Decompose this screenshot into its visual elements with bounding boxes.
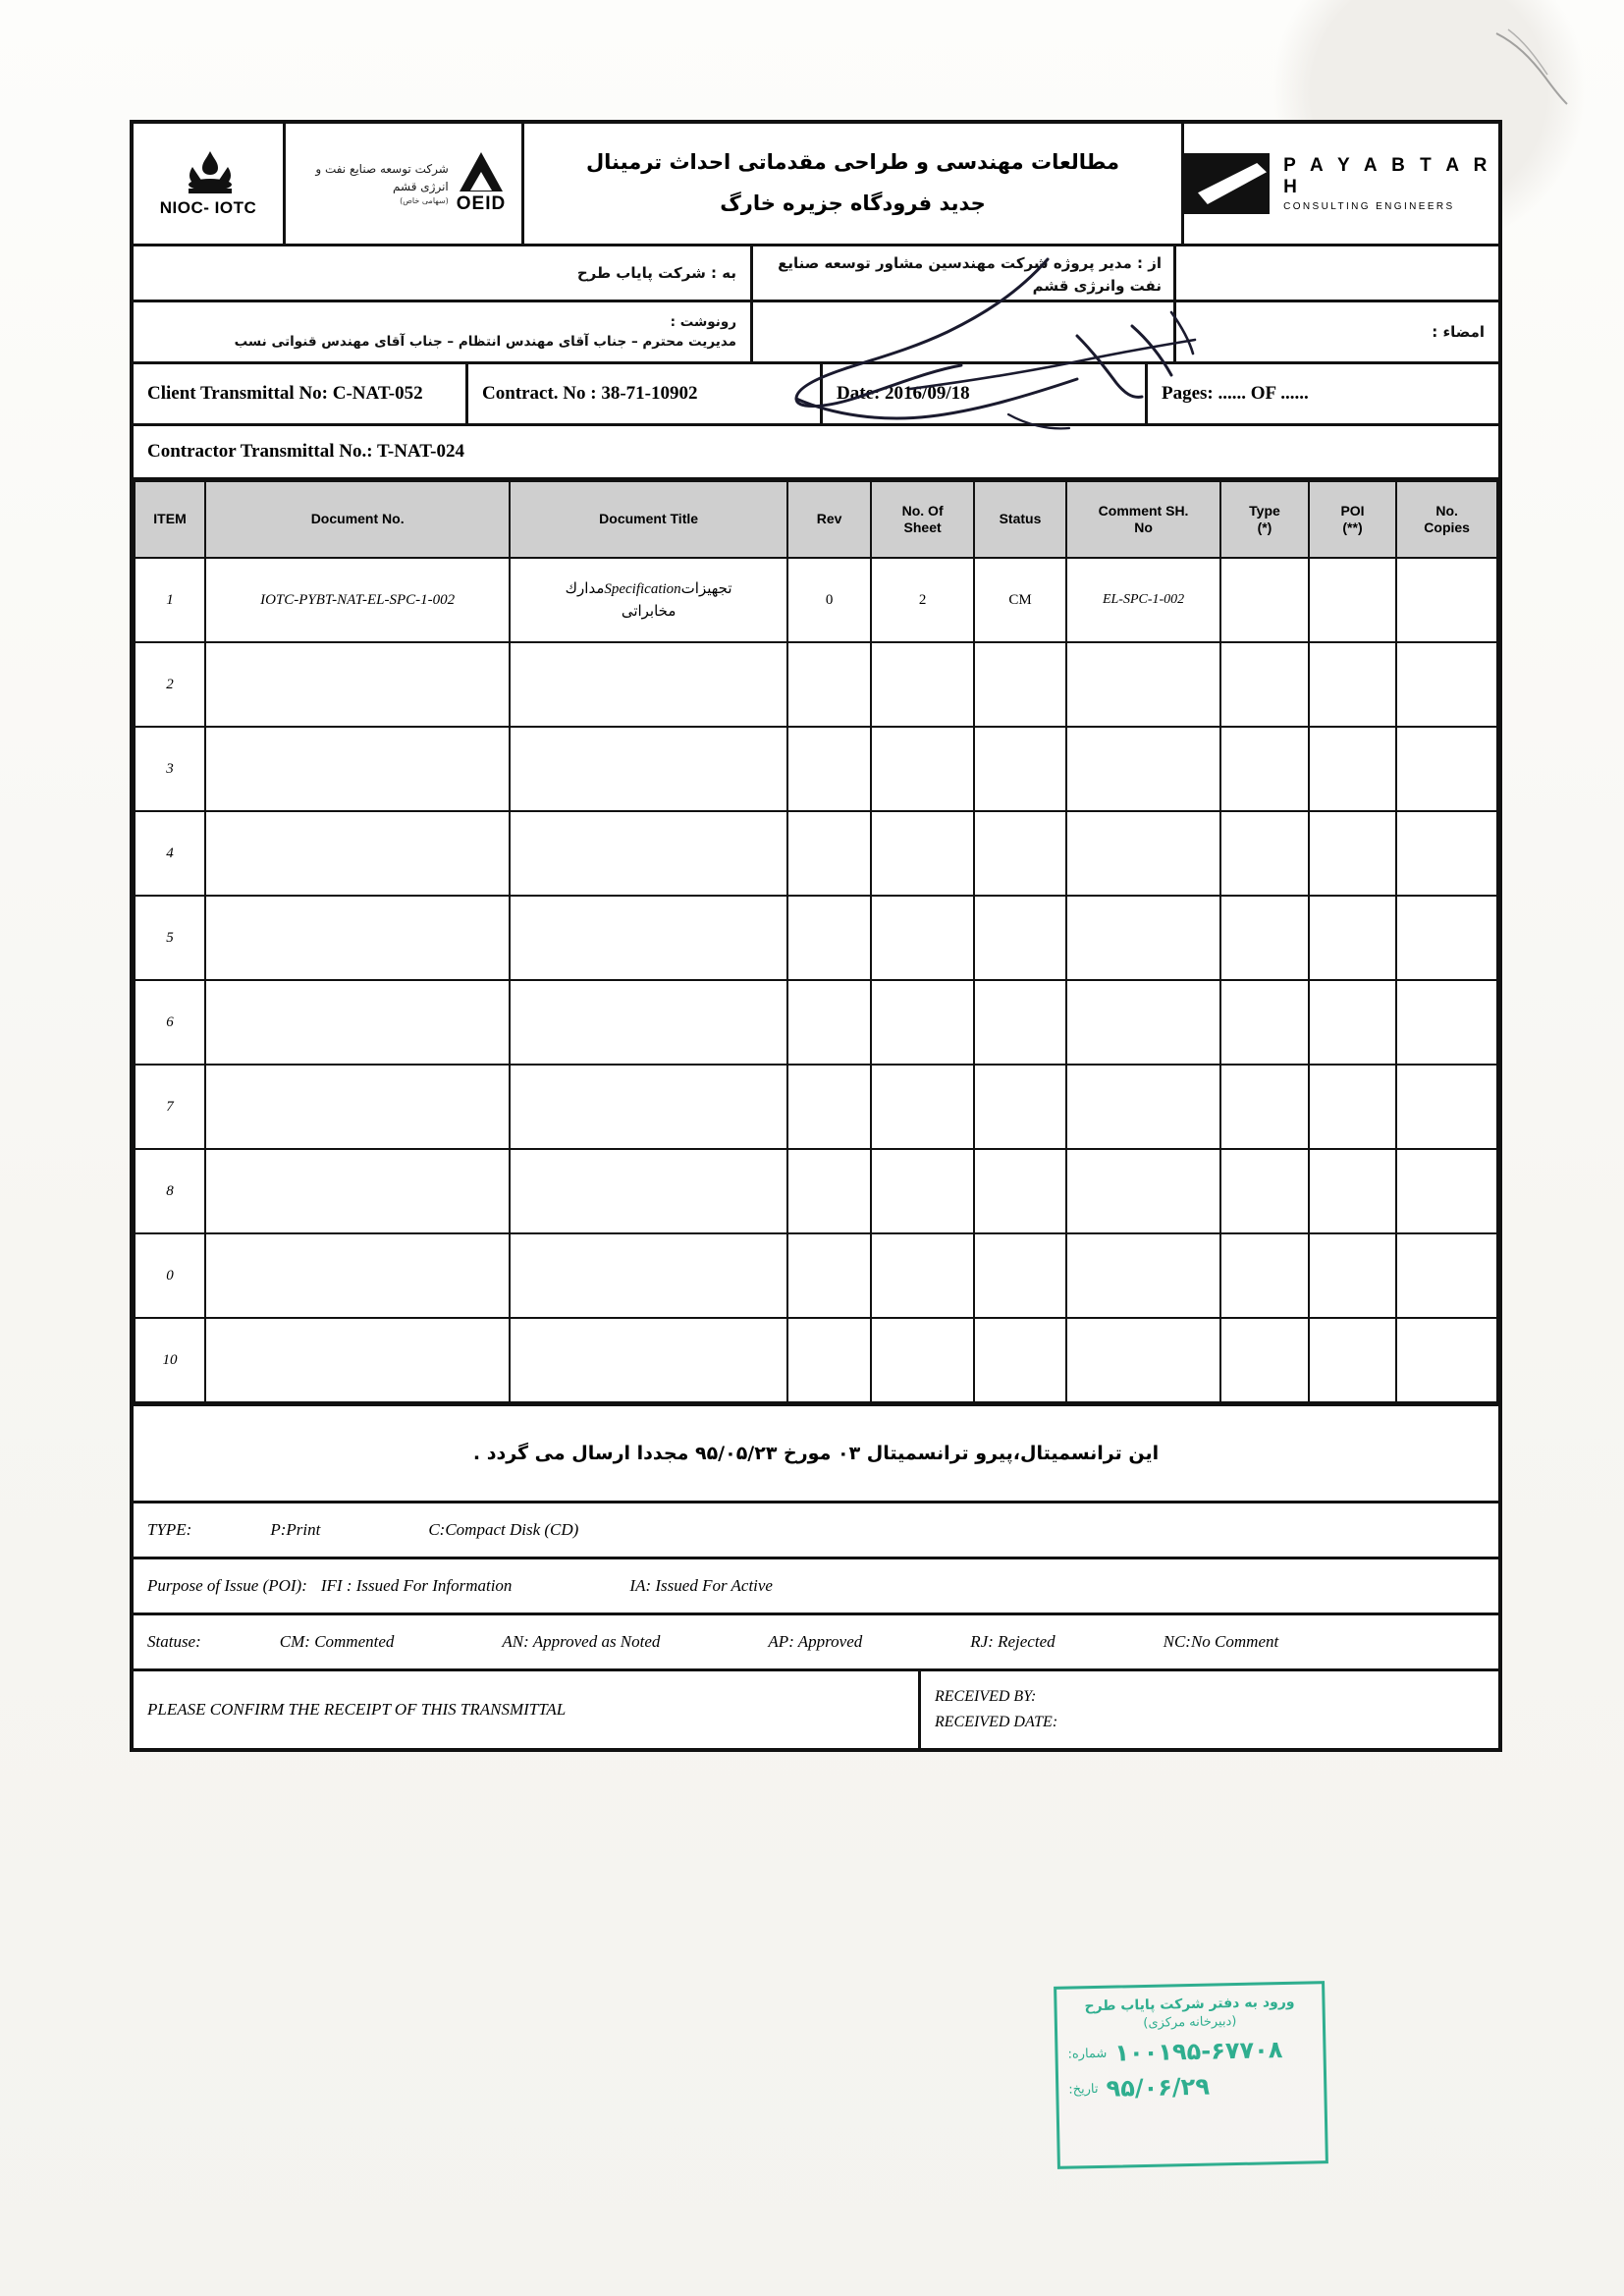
cell-type — [1220, 727, 1309, 811]
cell-rev — [787, 1149, 871, 1233]
status-legend-cm: CM: Commented — [279, 1632, 395, 1651]
cell-copies — [1396, 642, 1497, 727]
project-title-line2: جدید فرودگاه جزیره خارگ — [720, 191, 986, 215]
cell-sheets — [871, 980, 974, 1065]
col-no-copies-l1: No. — [1435, 502, 1458, 519]
cell-copies — [1396, 980, 1497, 1065]
col-status: Status — [974, 481, 1066, 558]
cell-item: 4 — [135, 811, 205, 896]
cell-copies — [1396, 727, 1497, 811]
col-type-l2: (*) — [1257, 519, 1272, 535]
cell-comment-sh-no: EL-SPC-1-002 — [1066, 558, 1220, 642]
oeid-persian-line1: شرکت توسعه صنایع نفت و انرژی قشم — [315, 162, 449, 193]
transmittal-info-row — [134, 364, 1498, 426]
payabtarh-name: P A Y A B T A R H — [1283, 155, 1492, 197]
signature-spacer — [1176, 246, 1498, 300]
signature-cell — [753, 302, 1176, 361]
cell-status — [974, 1233, 1066, 1318]
cell-comment-sh-no — [1066, 811, 1220, 896]
payabtarh-logo-icon — [1184, 153, 1270, 214]
cell-type — [1220, 558, 1309, 642]
cc-value: مدیریت محترم – جناب آقای مهندس انتظام – جناب آقای مهندس قنواتی نسب — [234, 334, 736, 350]
cell-document-no — [205, 980, 510, 1065]
cell-copies — [1396, 1233, 1497, 1318]
cell-item: 10 — [135, 1318, 205, 1402]
oeid-label: OEID — [456, 193, 507, 214]
cell-document-no — [205, 896, 510, 980]
type-legend-label: TYPE: — [147, 1520, 192, 1539]
cell-copies — [1396, 1149, 1497, 1233]
cell-copies — [1396, 558, 1497, 642]
confirm-receipt-text: PLEASE CONFIRM THE RECEIPT OF THIS TRANSMITTAL — [134, 1671, 921, 1748]
nioc-label: NIOC- IOTC — [159, 198, 257, 217]
form-header — [134, 124, 1498, 246]
payabtarh-logo-cell — [1184, 124, 1498, 244]
cell-poi — [1309, 1149, 1397, 1233]
cell-poi — [1309, 558, 1397, 642]
oeid-logo-cell — [286, 124, 524, 244]
col-type-l1: Type — [1249, 502, 1280, 519]
cell-status — [974, 1149, 1066, 1233]
cell-copies — [1396, 811, 1497, 896]
cell-rev — [787, 1318, 871, 1402]
type-legend-cd: C:Compact Disk (CD) — [428, 1520, 579, 1539]
oeid-triangle-icon — [460, 152, 503, 191]
project-title-line1: مطالعات مهندسی و طراحی مقدماتی احداث ترمینال — [585, 150, 1120, 175]
page-corner-mark — [1477, 24, 1585, 112]
contractor-transmittal-no: Contractor Transmittal No.: T-NAT-024 — [134, 426, 1498, 480]
confirm-receipt-row — [134, 1671, 1498, 1748]
cell-item: 8 — [135, 1149, 205, 1233]
type-legend-print: P:Print — [270, 1520, 321, 1539]
cell-sheets — [871, 811, 974, 896]
signature-label: امضاء : — [1432, 322, 1485, 341]
reception-stamp — [1054, 1981, 1328, 2169]
transmittal-note — [134, 1403, 1498, 1503]
cell-document-title — [510, 1318, 787, 1402]
contract-no: Contract. No : 38-71-10902 — [468, 364, 823, 423]
transmittal-note-text: این ترانسمیتال،پیرو ترانسمیتال ۰۳ مورخ ۹۵/۰۵/۲۳ مجددا ارسال می گردد . — [472, 1443, 1160, 1464]
stamp-date-label: تاریخ: — [1068, 2081, 1099, 2098]
oeid-persian-name — [301, 160, 449, 207]
cell-document-no — [205, 1065, 510, 1149]
table-row — [135, 811, 1497, 896]
cell-type — [1220, 1318, 1309, 1402]
col-comment-sh-no-l2: No — [1134, 519, 1153, 535]
cell-poi — [1309, 1065, 1397, 1149]
cell-type — [1220, 1233, 1309, 1318]
stamp-date-value: ۹۵/۰۶/۲۹ — [1106, 2072, 1211, 2103]
type-legend — [134, 1503, 1498, 1559]
client-transmittal-no: Client Transmittal No: C-NAT-052 — [134, 364, 468, 423]
to-label: به : شرکت پایاب طرح — [576, 263, 736, 282]
cell-status — [974, 1065, 1066, 1149]
cell-type — [1220, 1065, 1309, 1149]
project-title-cell — [524, 124, 1184, 244]
poi-legend-label: Purpose of Issue (POI): — [147, 1576, 307, 1595]
cell-sheets — [871, 1233, 974, 1318]
transmittal-form — [130, 120, 1502, 1752]
cell-item: 2 — [135, 642, 205, 727]
cell-status — [974, 811, 1066, 896]
poi-legend-ia: IA: Issued For Active — [629, 1576, 773, 1595]
stamp-line1: ورود به دفتر شرکت پایاب طرح — [1084, 1994, 1295, 2015]
cell-status: CM — [974, 558, 1066, 642]
cell-document-no — [205, 811, 510, 896]
cell-status — [974, 896, 1066, 980]
cell-poi — [1309, 811, 1397, 896]
col-type — [1220, 481, 1309, 558]
cell-rev: 0 — [787, 558, 871, 642]
cell-document-no — [205, 1149, 510, 1233]
cell-sheets — [871, 727, 974, 811]
cell-type — [1220, 811, 1309, 896]
cell-document-no — [205, 1233, 510, 1318]
cell-status — [974, 980, 1066, 1065]
cell-item: 1 — [135, 558, 205, 642]
signature-label-cell — [1176, 302, 1498, 361]
col-poi — [1309, 481, 1397, 558]
cell-comment-sh-no — [1066, 1065, 1220, 1149]
cell-item: 6 — [135, 980, 205, 1065]
cell-copies — [1396, 1318, 1497, 1402]
cell-rev — [787, 1233, 871, 1318]
nioc-logo-cell — [134, 124, 286, 244]
cell-document-no — [205, 1318, 510, 1402]
cell-item: 7 — [135, 1065, 205, 1149]
payabtarh-subtitle: CONSULTING ENGINEERS — [1283, 201, 1455, 212]
cell-sheets: 2 — [871, 558, 974, 642]
table-row — [135, 558, 1497, 642]
cell-document-title — [510, 811, 787, 896]
to-cell — [134, 246, 753, 300]
to-from-row — [134, 246, 1498, 302]
cell-poi — [1309, 980, 1397, 1065]
col-document-no: Document No. — [205, 481, 510, 558]
received-block — [921, 1671, 1498, 1748]
stamp-date-row — [1058, 2070, 1325, 2104]
stamp-line2: (دبیرخانه مرکزی) — [1143, 2014, 1237, 2032]
nioc-flame-icon — [181, 149, 236, 194]
col-document-title: Document Title — [510, 481, 787, 558]
from-cell — [753, 246, 1176, 300]
col-item: ITEM — [135, 481, 205, 558]
cell-poi — [1309, 896, 1397, 980]
table-row — [135, 1318, 1497, 1402]
col-no-copies — [1396, 481, 1497, 558]
cell-item: 0 — [135, 1233, 205, 1318]
col-no-copies-l2: Copies — [1424, 519, 1470, 535]
poi-legend-ifi: IFI : Issued For Information — [320, 1576, 513, 1595]
cell-document-title — [510, 1149, 787, 1233]
cell-poi — [1309, 642, 1397, 727]
cell-rev — [787, 811, 871, 896]
col-comment-sh-no-l1: Comment SH. — [1098, 502, 1189, 519]
cell-comment-sh-no — [1066, 727, 1220, 811]
cell-status — [974, 1318, 1066, 1402]
col-no-of-sheet-l1: No. Of — [901, 502, 944, 519]
table-row — [135, 642, 1497, 727]
cell-comment-sh-no — [1066, 642, 1220, 727]
cell-document-title — [510, 558, 787, 642]
table-row — [135, 1233, 1497, 1318]
col-no-of-sheet — [871, 481, 974, 558]
table-row — [135, 727, 1497, 811]
table-row — [135, 896, 1497, 980]
cell-document-title-fa1: مدارك — [565, 578, 605, 597]
cell-rev — [787, 642, 871, 727]
cell-document-title — [510, 642, 787, 727]
cell-document-no — [205, 727, 510, 811]
cell-rev — [787, 1065, 871, 1149]
oeid-persian-line2: (سهامی خاص) — [400, 196, 449, 205]
cell-sheets — [871, 1065, 974, 1149]
cell-document-title — [510, 980, 787, 1065]
cell-document-no — [205, 642, 510, 727]
pages-count: Pages: ...... OF ...... — [1162, 383, 1309, 404]
status-legend-rj: RJ: Rejected — [970, 1632, 1056, 1651]
cc-cell — [134, 302, 753, 361]
cc-label: رونوشت : — [670, 313, 736, 330]
table-header-row — [135, 481, 1497, 558]
stamp-number-label: شماره: — [1067, 2046, 1108, 2062]
cell-document-title-fa3: مخابراتی — [621, 601, 677, 620]
cell-rev — [787, 980, 871, 1065]
col-poi-l2: (**) — [1342, 519, 1363, 535]
cell-comment-sh-no — [1066, 896, 1220, 980]
cell-rev — [787, 896, 871, 980]
cell-item: 3 — [135, 727, 205, 811]
col-no-of-sheet-l2: Sheet — [903, 519, 942, 535]
received-date-label: RECEIVED DATE: — [935, 1714, 1058, 1730]
cell-document-title-en: Specification — [604, 580, 681, 597]
cell-status — [974, 727, 1066, 811]
cell-sheets — [871, 1318, 974, 1402]
status-legend-nc: NC:No Comment — [1163, 1632, 1279, 1651]
cell-copies — [1396, 1065, 1497, 1149]
table-row — [135, 1065, 1497, 1149]
col-rev: Rev — [787, 481, 871, 558]
stamp-number-row — [1057, 2035, 1324, 2068]
cc-signature-row — [134, 302, 1498, 364]
cell-type — [1220, 1149, 1309, 1233]
cell-type — [1220, 642, 1309, 727]
cell-poi — [1309, 727, 1397, 811]
status-legend-ap: AP: Approved — [768, 1632, 863, 1651]
table-row — [135, 1149, 1497, 1233]
cell-poi — [1309, 1233, 1397, 1318]
cell-type — [1220, 980, 1309, 1065]
documents-table — [134, 480, 1498, 1403]
cell-sheets — [871, 1149, 974, 1233]
cell-comment-sh-no — [1066, 1233, 1220, 1318]
poi-legend — [134, 1559, 1498, 1615]
cell-document-title — [510, 1065, 787, 1149]
cell-sheets — [871, 896, 974, 980]
status-legend-an: AN: Approved as Noted — [502, 1632, 661, 1651]
cell-copies — [1396, 896, 1497, 980]
from-label: از : مدیر پروژه شرکت مهندسین مشاور توسعه صنایع نفت وانرژی قشم — [778, 254, 1162, 295]
cell-type — [1220, 896, 1309, 980]
received-by-label: RECEIVED BY: — [935, 1688, 1037, 1706]
cell-status — [974, 642, 1066, 727]
col-poi-l1: POI — [1340, 502, 1365, 519]
table-row — [135, 980, 1497, 1065]
status-legend — [134, 1615, 1498, 1671]
cell-comment-sh-no — [1066, 980, 1220, 1065]
cell-document-title — [510, 896, 787, 980]
transmittal-date: Date: 2016/09/18 — [823, 364, 1148, 423]
status-legend-label: Statuse: — [147, 1632, 201, 1651]
cell-comment-sh-no — [1066, 1318, 1220, 1402]
cell-document-title-fa2: تجهیزات — [680, 578, 732, 597]
cell-item: 5 — [135, 896, 205, 980]
col-comment-sh-no — [1066, 481, 1220, 558]
cell-document-title — [510, 727, 787, 811]
cell-comment-sh-no — [1066, 1149, 1220, 1233]
stamp-number-value: ۱۰۰۱۹۵-۶۷۷۰۸ — [1114, 2036, 1283, 2067]
cell-document-no: IOTC-PYBT-NAT-EL-SPC-1-002 — [205, 558, 510, 642]
cell-poi — [1309, 1318, 1397, 1402]
cell-rev — [787, 727, 871, 811]
cell-document-title — [510, 1233, 787, 1318]
cell-sheets — [871, 642, 974, 727]
